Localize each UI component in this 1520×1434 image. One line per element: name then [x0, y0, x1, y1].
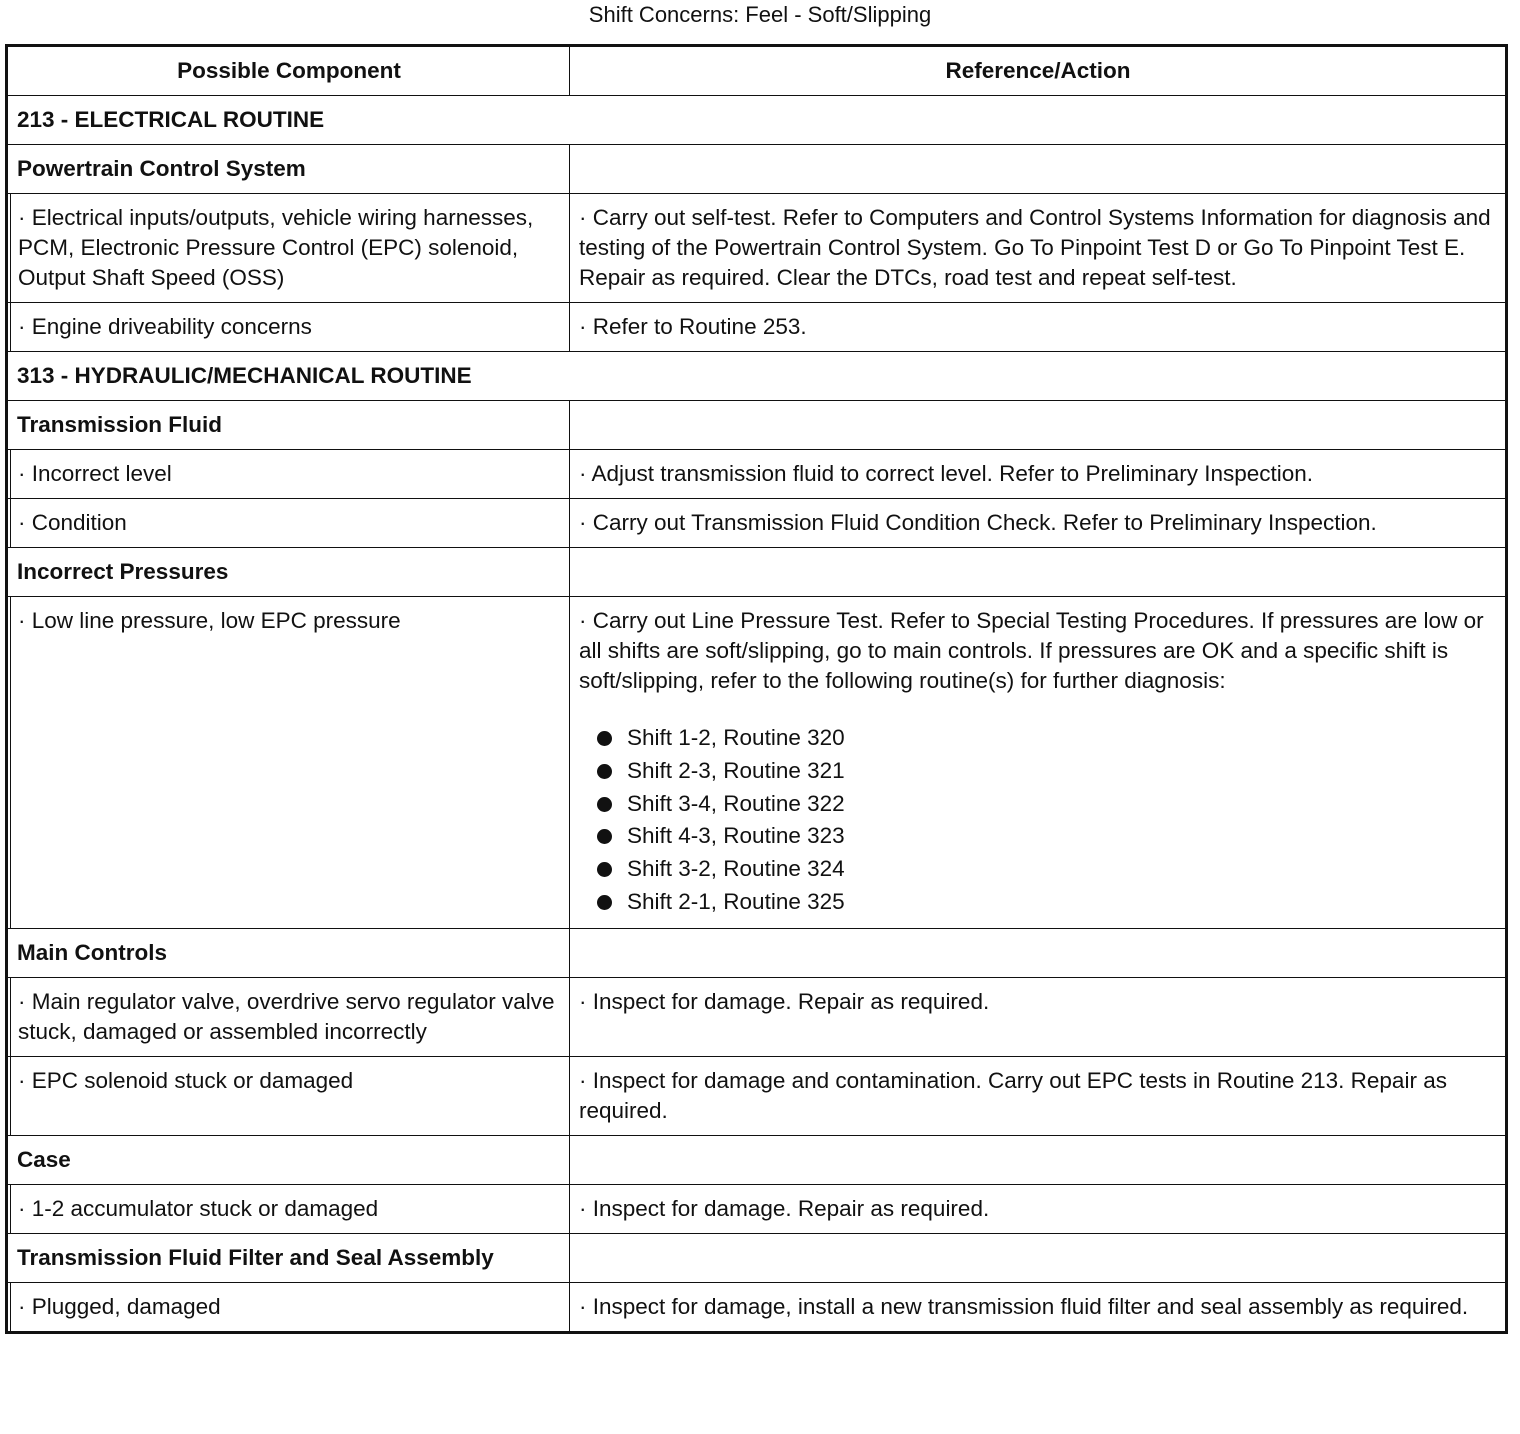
table-row — [7, 450, 1507, 499]
section-title: 313 - HYDRAULIC/MECHANICAL ROUTINE — [7, 352, 1507, 401]
component-cell: · EPC solenoid stuck or damaged — [11, 1056, 570, 1135]
action-cell — [570, 597, 1507, 929]
action-cell — [570, 977, 1507, 1056]
component-cell: · Low line pressure, low EPC pressure — [11, 597, 570, 929]
table-row — [7, 194, 1507, 303]
action-cell — [570, 1056, 1507, 1135]
bullet-dot-icon — [597, 797, 612, 812]
table-row — [7, 977, 1507, 1056]
section-row — [7, 96, 1507, 145]
group-action-empty — [570, 145, 1507, 194]
action-text: · Carry out Transmission Fluid Condition Check. Refer to Preliminary Inspection. — [579, 510, 1377, 535]
group-row — [7, 1233, 1507, 1282]
list-item — [579, 853, 1497, 886]
section-title: 213 - ELECTRICAL ROUTINE — [7, 96, 1507, 145]
group-row — [7, 548, 1507, 597]
action-text: · Refer to Routine 253. — [579, 314, 807, 339]
action-text: · Inspect for damage. Repair as required. — [579, 988, 990, 1014]
group-row — [7, 145, 1507, 194]
action-text: · Adjust transmission fluid to correct level. Refer to Preliminary Inspection. — [579, 461, 1314, 486]
action-cell — [570, 499, 1507, 548]
bullet-dot-icon — [597, 764, 612, 779]
group-name: Transmission Fluid Filter and Seal Assembly — [7, 1233, 570, 1282]
header-possible-component: Possible Component — [7, 46, 570, 96]
diagnosis-table — [5, 44, 1508, 1334]
group-name: Transmission Fluid — [7, 401, 570, 450]
component-cell: · Engine driveability concerns — [11, 303, 570, 352]
action-text: · Carry out self-test. Refer to Computers and Control Systems Information for diagnosis and testing of the Powertrain Control System. Go To Pinpoint Test D or Go To Pinpoint Test E. Repair as required. Clear the DTCs, road test and repeat self-test. — [579, 205, 1491, 290]
list-item-text: Shift 1-2, Routine 320 — [627, 725, 845, 750]
bullet-dot-icon — [597, 862, 612, 877]
component-cell: · 1-2 accumulator stuck or damaged — [11, 1184, 570, 1233]
component-cell: · Plugged, damaged — [11, 1282, 570, 1332]
group-action-empty — [570, 1135, 1507, 1184]
action-text: · Inspect for damage, install a new transmission fluid filter and seal assembly as required. — [579, 1293, 1469, 1319]
component-cell: · Condition — [11, 499, 570, 548]
table-row — [7, 597, 1507, 929]
group-action-empty — [570, 1233, 1507, 1282]
group-name: Case — [7, 1135, 570, 1184]
group-name: Incorrect Pressures — [7, 548, 570, 597]
list-item — [579, 886, 1497, 919]
component-cell: · Main regulator valve, overdrive servo regulator valve stuck, damaged or assembled incorrectly — [11, 977, 570, 1056]
list-item-text: Shift 2-1, Routine 325 — [627, 888, 845, 914]
group-action-empty — [570, 928, 1507, 977]
group-name: Powertrain Control System — [7, 145, 570, 194]
table-body — [7, 96, 1507, 1333]
component-cell: · Incorrect level — [11, 450, 570, 499]
table-row — [7, 1282, 1507, 1332]
list-item-text: Shift 3-4, Routine 322 — [627, 790, 845, 816]
bullet-dot-icon — [597, 895, 612, 910]
list-item — [579, 820, 1497, 853]
action-text: · Carry out Line Pressure Test. Refer to Special Testing Procedures. If pressures are low or all shifts are soft/slipping, go to main controls. If pressures are OK and a specific shift is soft/slipping, refer to the following routine(s) for further diagnosis: — [579, 608, 1484, 693]
table-row — [7, 499, 1507, 548]
group-row — [7, 1135, 1507, 1184]
list-item-text: Shift 3-2, Routine 324 — [627, 856, 845, 882]
bullet-dot-icon — [597, 731, 612, 746]
bullet-dot-icon — [597, 829, 612, 844]
table-row — [7, 1056, 1507, 1135]
list-item-text: Shift 4-3, Routine 323 — [627, 823, 845, 849]
action-cell — [570, 1184, 1507, 1233]
group-row — [7, 401, 1507, 450]
section-row — [7, 352, 1507, 401]
action-cell — [570, 450, 1507, 499]
list-item — [579, 722, 1497, 755]
action-text: · Inspect for damage. Repair as required. — [579, 1195, 990, 1221]
component-cell: · Electrical inputs/outputs, vehicle wiring harnesses, PCM, Electronic Pressure Control (EPC) solenoid, Output Shaft Speed (OSS) — [11, 194, 570, 303]
group-row — [7, 928, 1507, 977]
header-reference-action: Reference/Action — [570, 46, 1507, 96]
group-action-empty — [570, 401, 1507, 450]
page-title: Shift Concerns: Feel - Soft/Slipping — [588, 2, 932, 27]
action-cell — [570, 194, 1507, 303]
routine-list — [579, 722, 1497, 919]
table-row — [7, 303, 1507, 352]
action-cell — [570, 303, 1507, 352]
list-item — [579, 788, 1497, 821]
group-name: Main Controls — [7, 928, 570, 977]
action-text: · Inspect for damage and contamination. Carry out EPC tests in Routine 213. Repair as required. — [579, 1067, 1447, 1123]
group-action-empty — [570, 548, 1507, 597]
list-item — [579, 755, 1497, 788]
action-cell — [570, 1282, 1507, 1332]
table-row — [7, 1184, 1507, 1233]
list-item-text: Shift 2-3, Routine 321 — [627, 757, 845, 783]
table-header-row — [7, 46, 1507, 96]
